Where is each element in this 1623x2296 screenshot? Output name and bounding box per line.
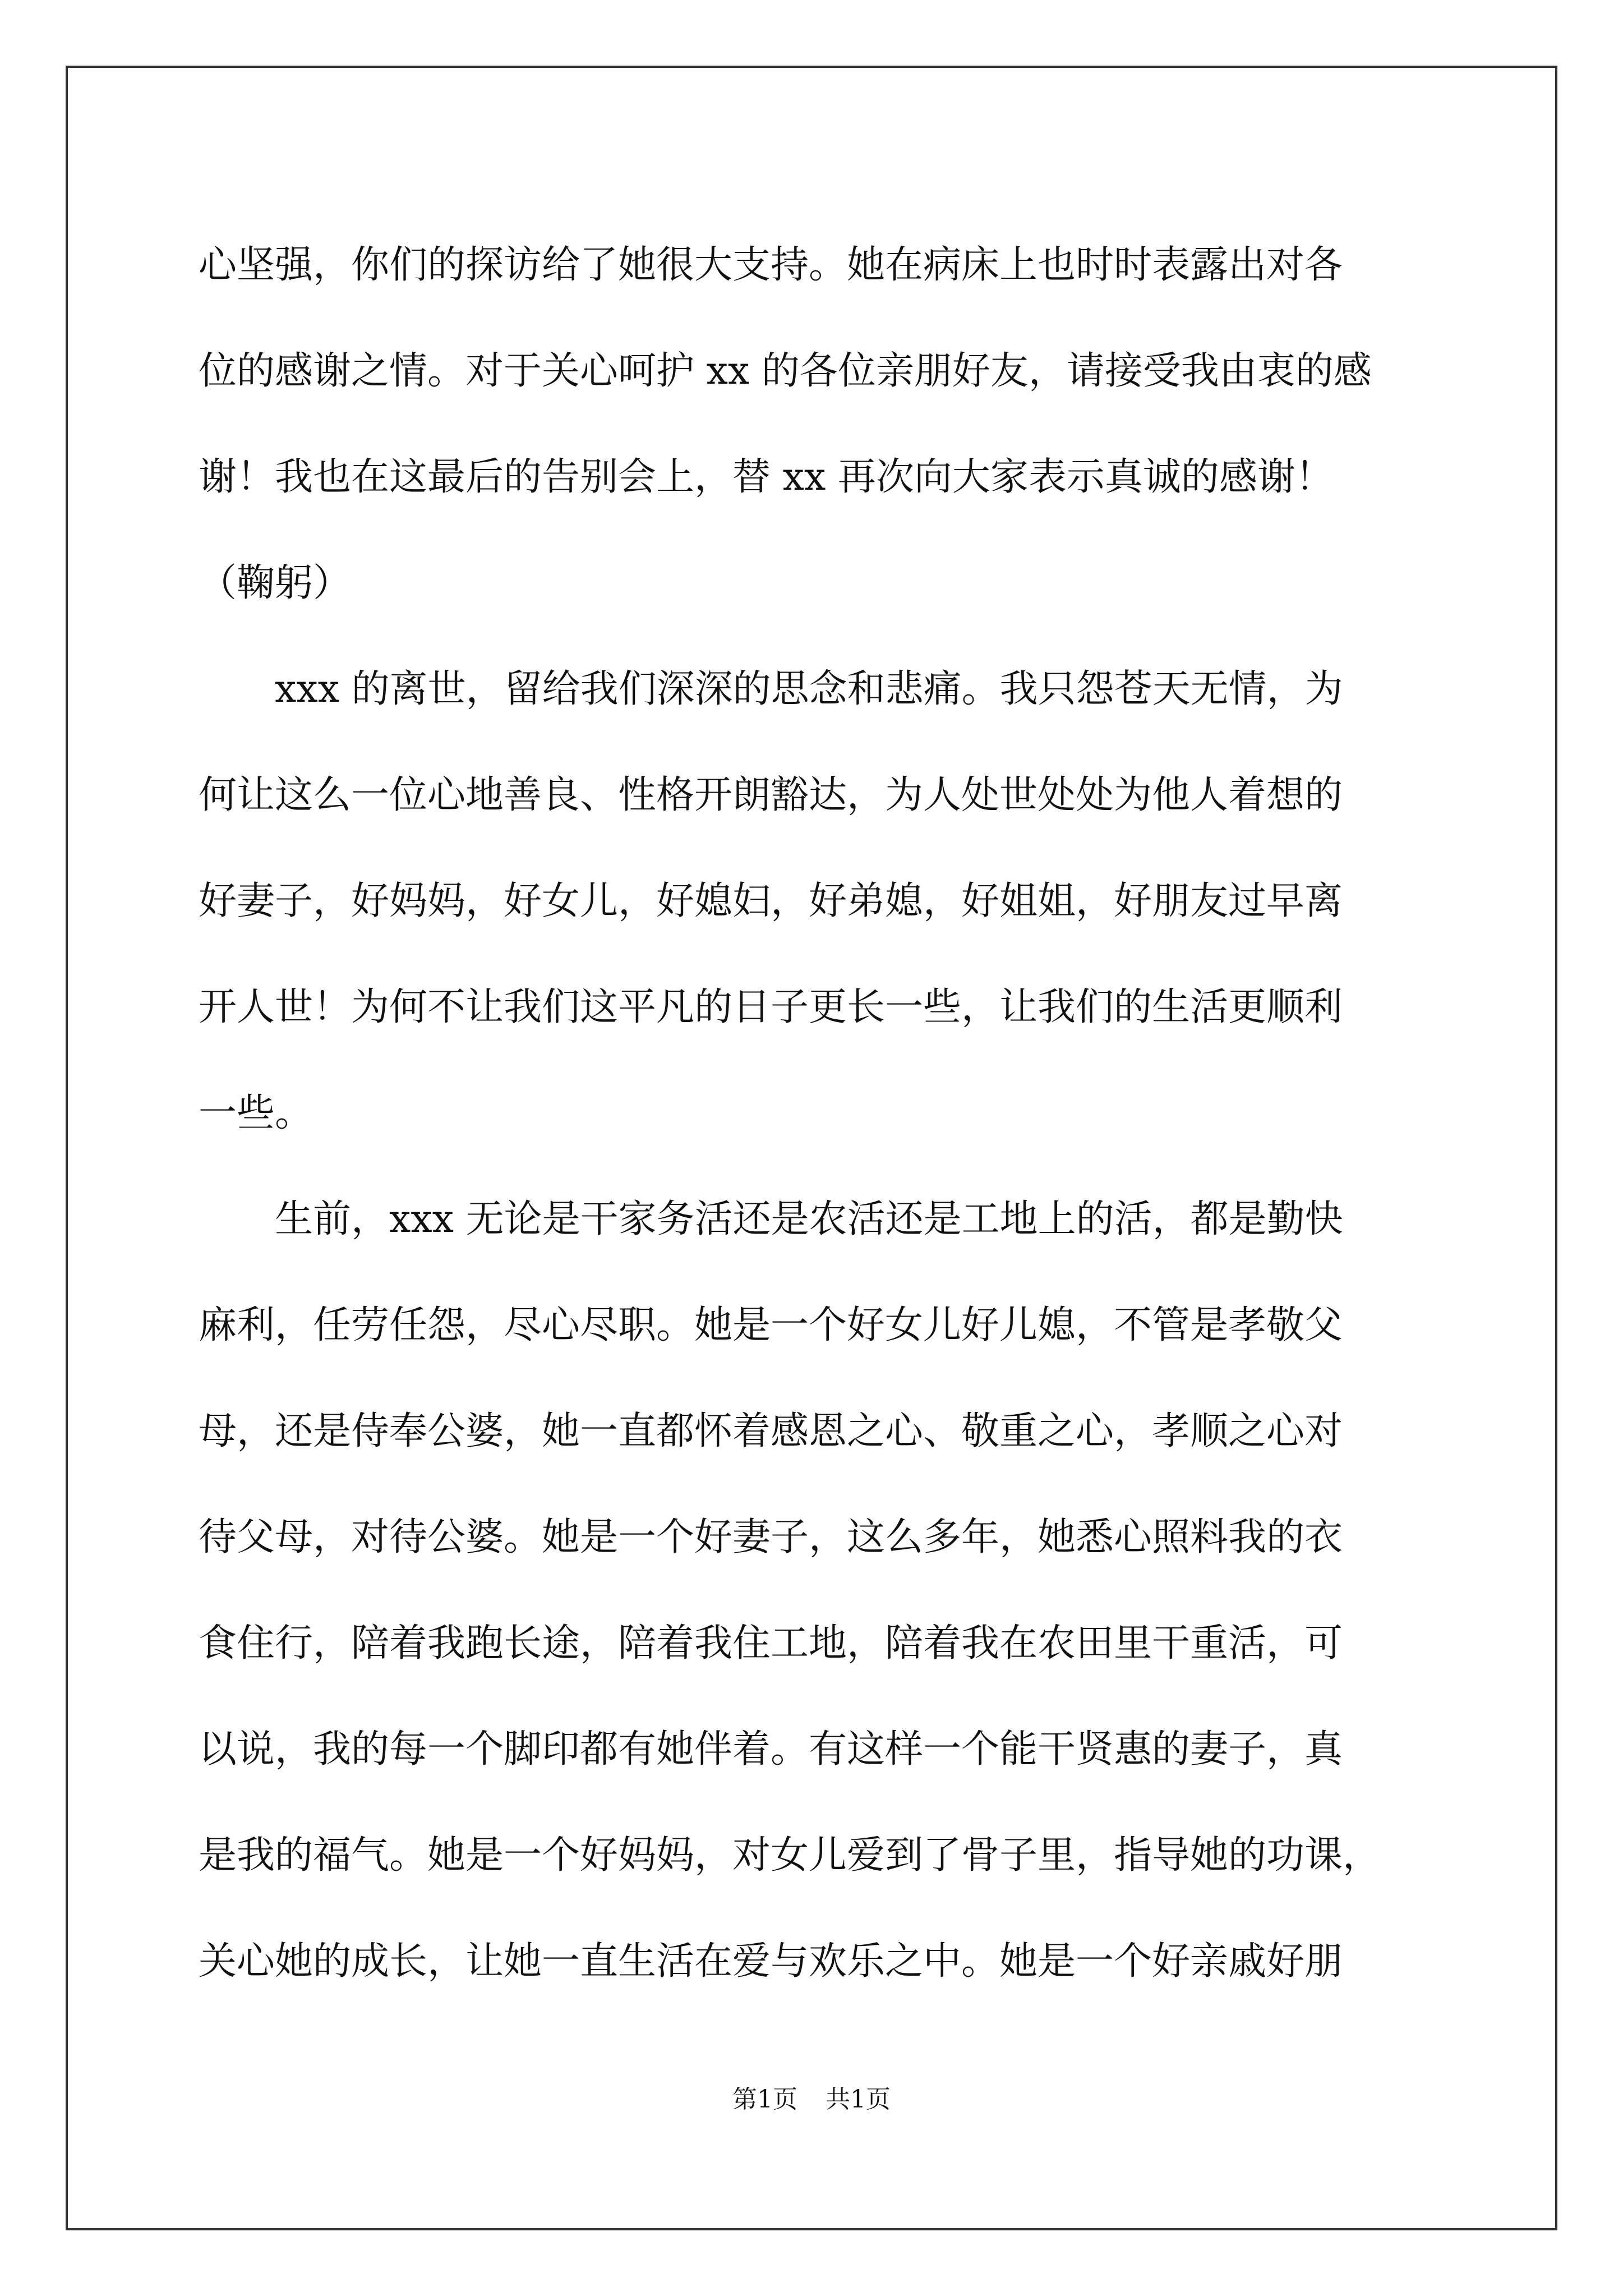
text-line: 心坚强，你们的探访给了她很大支持。她在病床上也时时表露出对各 [199,243,1343,287]
text-line: 开人世！为何不让我们这平凡的日子更长一些，让我们的生活更顺利 [199,985,1343,1029]
page-footer [0,2079,1623,2115]
text-line: 何让这么一位心地善良、性格开朗豁达，为人处世处处为他人着想的 [199,773,1343,817]
text-line: 关心她的成长，让她一直生活在爱与欢乐之中。她是一个好亲戚好朋 [199,1939,1343,1984]
paragraph-start-line: xxx 的离世，留给我们深深的思念和悲痛。我只怨苍天无情，为 [275,667,1343,711]
text-line: （鞠躬） [199,561,352,605]
text-line: 位的感谢之情。对于关心呵护 xx 的各位亲朋好友，请接受我由衷的感 [199,349,1372,393]
text-line: 一些。 [199,1091,313,1135]
text-line: 好妻子，好妈妈，好女儿，好媳妇，好弟媳，好姐姐，好朋友过早离 [199,879,1343,923]
text-line: 母，还是侍奉公婆，她一直都怀着感恩之心、敬重之心，孝顺之心对 [199,1409,1343,1453]
text-line: 以说，我的每一个脚印都有她伴着。有这样一个能干贤惠的妻子，真 [199,1727,1343,1772]
text-line: 是我的福气。她是一个好妈妈，对女儿爱到了骨子里，指导她的功课， [199,1833,1381,1878]
text-line: 待父母，对待公婆。她是一个好妻子，这么多年，她悉心照料我的衣 [199,1515,1343,1559]
document-body [199,212,1430,2014]
text-line: 食住行，陪着我跑长途，陪着我住工地，陪着我在农田里干重活，可 [199,1621,1343,1665]
paragraph-start-line: 生前，xxx 无论是干家务活还是农活还是工地上的活，都是勤快 [275,1197,1343,1241]
page-total: 共1页 [826,2085,891,2114]
text-line: 谢！我也在这最后的告别会上，替 xx 再次向大家表示真诚的感谢！ [199,455,1334,499]
page-number: 第1页 [732,2085,797,2114]
text-line: 麻利，任劳任怨，尽心尽职。她是一个好女儿好儿媳，不管是孝敬父 [199,1303,1343,1347]
